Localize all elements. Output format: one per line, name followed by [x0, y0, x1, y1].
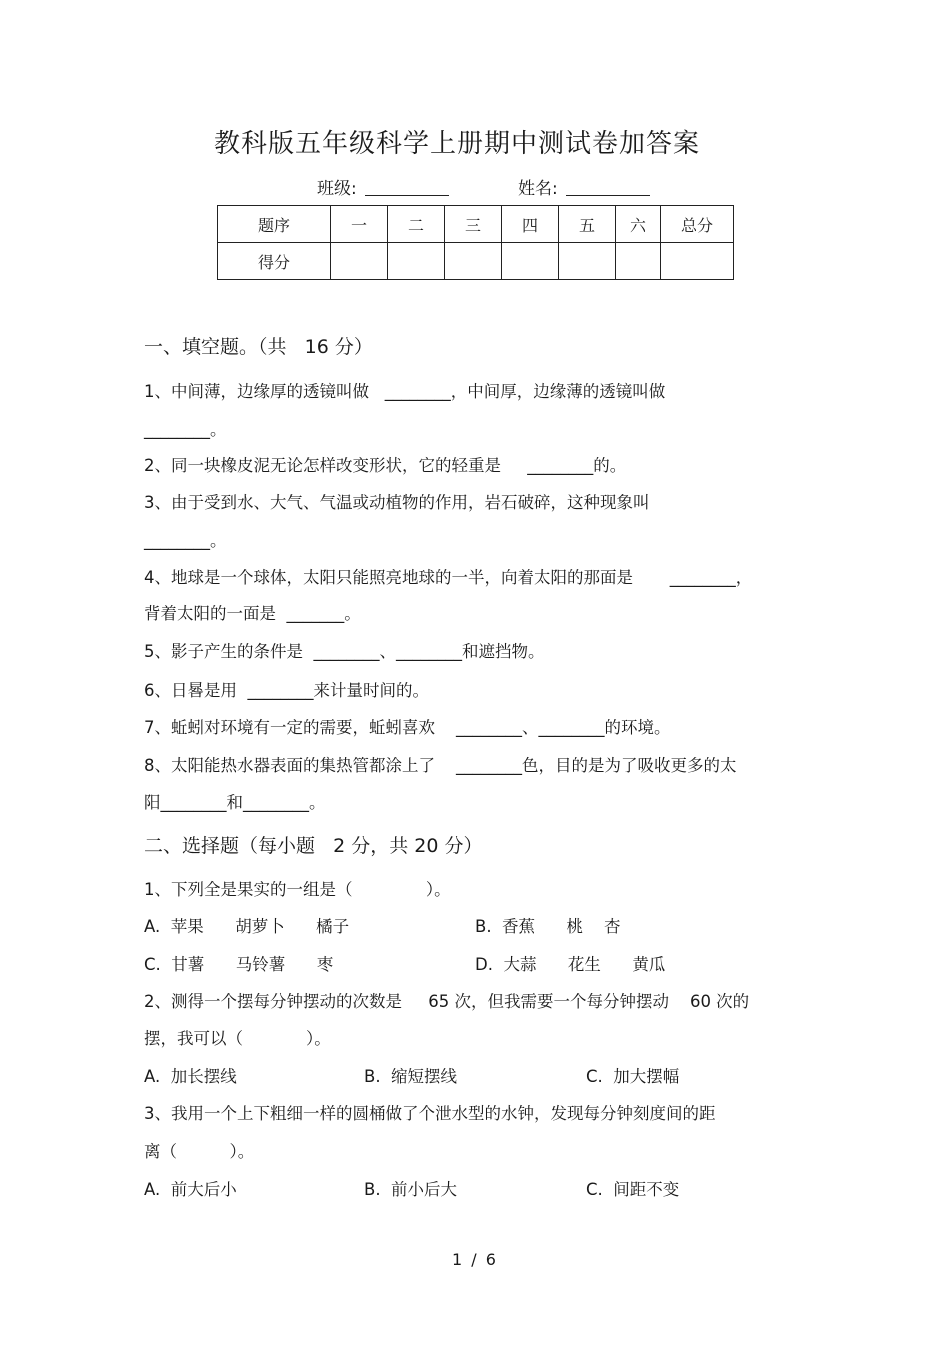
- class-label: 班级:: [317, 179, 357, 199]
- fill-line: 2、同一块橡皮泥无论怎样改变形状，它的轻重是 ________的。: [144, 456, 627, 475]
- name-label: 姓名:: [518, 179, 558, 199]
- header-cell: 二: [388, 206, 445, 243]
- fill-line: 4、地球是一个球体，太阳只能照亮地球的一半，向着太阳的那面是 ________，: [144, 568, 753, 587]
- question-stem: 离（ ）。: [144, 1142, 255, 1161]
- question-stem: 2、测得一个摆每分钟摆动的次数是 65 次，但我需要一个每分钟摆动 60 次的: [144, 992, 750, 1011]
- option-b[interactable]: B. 前小后大: [364, 1180, 458, 1199]
- score-table-score-row: [218, 243, 734, 280]
- option-a[interactable]: A. 加长摆线: [144, 1067, 237, 1086]
- score-table: [217, 205, 734, 280]
- header-cell: 四: [502, 206, 559, 243]
- fill-line: 1、中间薄，边缘厚的透镜叫做 ________，中间厚，边缘薄的透镜叫做: [144, 382, 666, 401]
- fill-line: 7、蚯蚓对环境有一定的需要，蚯蚓喜欢 ________、________的环境。: [144, 718, 671, 737]
- header-cell: 一: [331, 206, 388, 243]
- score-cell[interactable]: [661, 243, 734, 280]
- score-cell[interactable]: [559, 243, 616, 280]
- header-cell: 六: [616, 206, 661, 243]
- fill-line: ________。: [144, 531, 227, 550]
- page-title: 教科版五年级科学上册期中测试卷加答案: [213, 129, 700, 159]
- header-cell: 三: [445, 206, 502, 243]
- page-number: 1 / 6: [452, 1250, 498, 1269]
- option-a[interactable]: A. 前大后小: [144, 1180, 237, 1199]
- fill-line: 6、日晷是用 ________来计量时间的。: [144, 681, 429, 700]
- option-c[interactable]: C. 间距不变: [586, 1180, 680, 1199]
- class-field: [317, 174, 449, 199]
- header-cell: 五: [559, 206, 616, 243]
- header-cell: 总分: [661, 206, 734, 243]
- option-b[interactable]: B. 香蕉 桃 杏: [475, 917, 621, 936]
- section-1-title: 一、填空题。（共 16 分）: [144, 336, 373, 358]
- score-table-header-row: [218, 206, 734, 243]
- header-cell: 题序: [218, 206, 331, 243]
- option-b[interactable]: B. 缩短摆线: [364, 1067, 458, 1086]
- question-stem: 3、我用一个上下粗细一样的圆桶做了个泄水型的水钟，发现每分钟刻度间的距: [144, 1104, 716, 1123]
- option-d[interactable]: D. 大蒜 花生 黄瓜: [475, 955, 666, 974]
- fill-line: 3、由于受到水、大气、气温或动植物的作用，岩石破碎，这种现象叫: [144, 493, 650, 512]
- name-field: [518, 174, 650, 199]
- name-blank[interactable]: [566, 179, 650, 196]
- class-blank[interactable]: [365, 179, 449, 196]
- score-cell[interactable]: [616, 243, 661, 280]
- section-2-title: 二、选择题（每小题 2 分，共 20 分）: [144, 835, 483, 857]
- score-cell[interactable]: [388, 243, 445, 280]
- score-cell[interactable]: [445, 243, 502, 280]
- option-a[interactable]: A. 苹果 胡萝卜 橘子: [144, 917, 350, 936]
- question-stem: 1、下列全是果实的一组是（ ）。: [144, 880, 451, 899]
- question-stem: 摆，我可以（ ）。: [144, 1029, 331, 1048]
- fill-line: ________。: [144, 420, 227, 439]
- score-cell[interactable]: [502, 243, 559, 280]
- score-row-label: 得分: [218, 243, 331, 280]
- fill-line: 5、影子产生的条件是 ________、________和遮挡物。: [144, 642, 545, 661]
- option-c[interactable]: C. 甘薯 马铃薯 枣: [144, 955, 334, 974]
- option-c[interactable]: C. 加大摆幅: [586, 1067, 680, 1086]
- fill-line: 8、太阳能热水器表面的集热管都涂上了 ________色，目的是为了吸收更多的太: [144, 756, 737, 775]
- score-cell[interactable]: [331, 243, 388, 280]
- fill-line: 阳________和________。: [144, 793, 326, 812]
- fill-line: 背着太阳的一面是 _______。: [144, 604, 361, 623]
